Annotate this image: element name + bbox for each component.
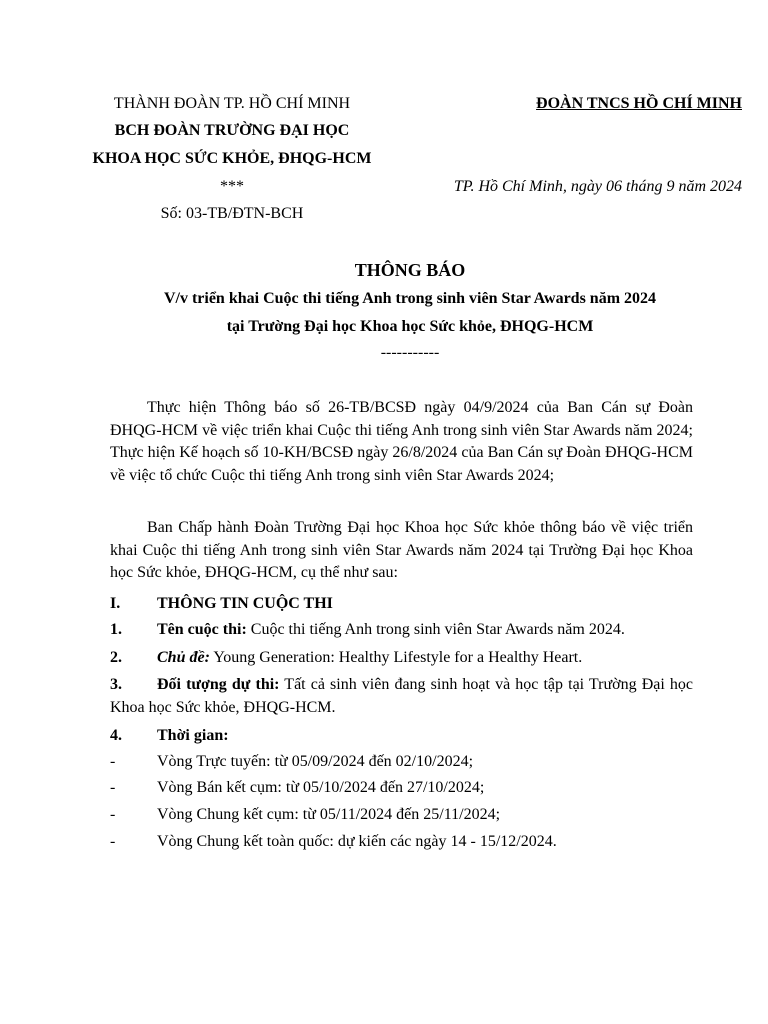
- list-item: [110, 647, 693, 670]
- timeline-item: [110, 751, 693, 774]
- document-date: TP. Hồ Chí Minh, ngày 06 tháng 9 năm 2024: [453, 178, 742, 195]
- section-title: THÔNG TIN CUỘC THI: [157, 595, 333, 612]
- document-title: THÔNG BÁO: [354, 260, 466, 280]
- item-text: Cuộc thi tiếng Anh trong sinh viên Star Awards năm 2024.: [246, 621, 625, 638]
- item-number: 2.: [110, 649, 122, 666]
- item-number: 4.: [110, 727, 122, 744]
- title-separator: -----------: [380, 344, 440, 361]
- bullet-dash: -: [110, 779, 116, 796]
- document-number: Số: 03-TB/ĐTN-BCH: [160, 205, 304, 222]
- timeline-text: Vòng Chung kết cụm: từ 05/11/2024 đến 25/11/2024;: [157, 806, 501, 823]
- timeline-text: Vòng Trực tuyến: từ 05/09/2024 đến 02/10/2024;: [157, 753, 474, 770]
- section-number: I.: [110, 595, 121, 612]
- item-label: Chủ đề:: [157, 649, 210, 666]
- item-text: Young Generation: Healthy Lifestyle for a Healthy Heart.: [209, 649, 583, 666]
- item-label: Thời gian:: [157, 727, 229, 744]
- item-text: Tất cả sinh viên đang sinh hoạt và học tập tại Trường Đại học Khoa học Sức khỏe, ĐHQG-HCM.: [110, 676, 694, 716]
- document-subtitle-line1: V/v triển khai Cuộc thi tiếng Anh trong sinh viên Star Awards năm 2024: [163, 290, 657, 307]
- list-item: [110, 674, 693, 719]
- body-paragraph-2: Ban Chấp hành Đoàn Trường Đại học Khoa học Sức khỏe thông báo về việc triển khai Cuộc thi tiếng Anh trong sinh viên Star Awards năm 2024 tại Trường Đại học Khoa học Sức khỏe, ĐHQG-HCM, cụ thể như sau:: [110, 519, 693, 581]
- item-label: Đối tượng dự thi:: [157, 676, 280, 693]
- item-label: Tên cuộc thi:: [157, 621, 247, 638]
- timeline-text: Vòng Bán kết cụm: từ 05/10/2024 đến 27/10/2024;: [157, 779, 485, 796]
- item-number: 3.: [110, 676, 122, 693]
- timeline-text: Vòng Chung kết toàn quốc: dự kiến các ngày 14 - 15/12/2024.: [157, 833, 557, 850]
- section-heading: [110, 593, 693, 616]
- bullet-dash: -: [110, 833, 116, 850]
- list-item: [110, 725, 693, 748]
- timeline-item: [110, 777, 693, 800]
- issuer-org-line1: BCH ĐOÀN TRƯỜNG ĐẠI HỌC: [114, 122, 350, 139]
- timeline-item: [110, 804, 693, 827]
- bullet-dash: -: [110, 753, 116, 770]
- header-stars: ***: [220, 178, 244, 195]
- list-item: [110, 619, 693, 642]
- document-subtitle-line2: tại Trường Đại học Khoa học Sức khỏe, ĐHQG-HCM: [226, 318, 594, 335]
- issuer-parent-org: THÀNH ĐOÀN TP. HỒ CHÍ MINH: [113, 95, 351, 112]
- item-number: 1.: [110, 621, 122, 638]
- timeline-item: [110, 831, 693, 854]
- issuer-org-line2: KHOA HỌC SỨC KHỎE, ĐHQG-HCM: [92, 150, 372, 167]
- union-name: ĐOÀN TNCS HỒ CHÍ MINH: [536, 95, 742, 112]
- bullet-dash: -: [110, 806, 116, 823]
- body-paragraph-1: Thực hiện Thông báo số 26-TB/BCSĐ ngày 04/9/2024 của Ban Cán sự Đoàn ĐHQG-HCM về việc triển khai Cuộc thi tiếng Anh trong sinh viên Star Awards năm 2024; Thực hiện Kế hoạch số 10-KH/BCSĐ ngày 26/8/2024 của Ban Cán sự Đoàn ĐHQG-HCM về việc tổ chức Cuộc thi tiếng Anh trong sinh viên Star Awards 2024;: [110, 399, 693, 484]
